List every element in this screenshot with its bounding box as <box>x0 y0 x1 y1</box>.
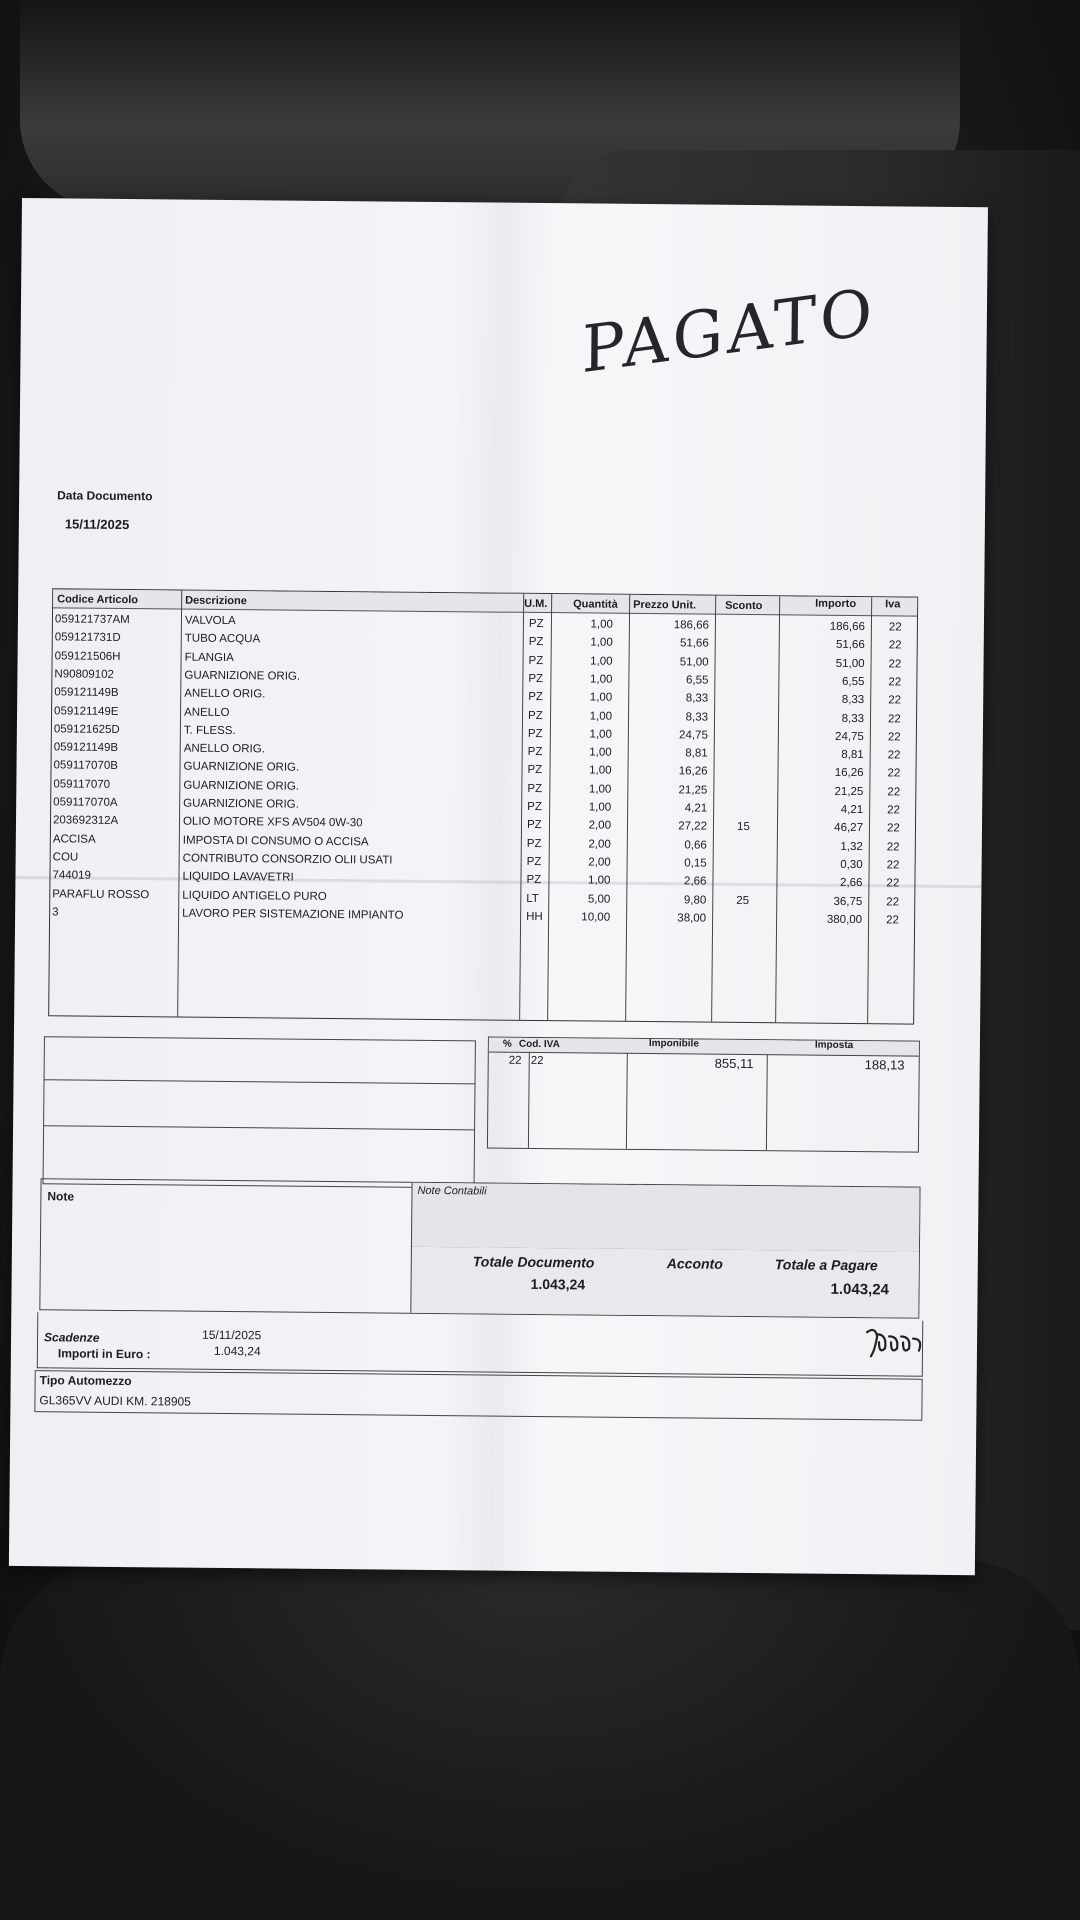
cell-code: COU <box>52 851 79 864</box>
header-um: U.M. <box>524 597 548 611</box>
cell-description: GUARNIZIONE ORIG. <box>183 760 300 775</box>
cell-description: GUARNIZIONE ORIG. <box>183 797 299 811</box>
header-unit-price: Prezzo Unit. <box>633 598 697 612</box>
cell-vat: 22 <box>886 859 900 872</box>
cell-code: 059117070A <box>53 796 118 809</box>
cell-unit-price: 51,66 <box>679 637 709 650</box>
cell-um: HH <box>526 910 543 923</box>
grid-line <box>44 1125 474 1130</box>
cell-qty: 1,00 <box>589 746 612 759</box>
cell-unit-price: 8,81 <box>685 747 708 760</box>
seat-cushion <box>0 1560 1080 1920</box>
due-date-value: 15/11/2025 <box>202 1327 262 1343</box>
vat-pct-value: 22 <box>508 1054 522 1067</box>
cell-unit-price: 38,00 <box>677 912 707 925</box>
cell-um: PZ <box>527 727 543 740</box>
cell-qty: 1,00 <box>589 691 613 704</box>
cell-description: T. FLESS. <box>183 724 236 737</box>
cell-amount: 6,55 <box>841 675 865 688</box>
cell-vat: 22 <box>886 840 900 854</box>
header-vat: Iva <box>885 598 901 611</box>
due-label: Scadenze <box>43 1330 100 1345</box>
cell-amount: 51,66 <box>835 639 865 652</box>
cell-amount: 186,66 <box>829 620 865 634</box>
cell-description: LIQUIDO LAVAVETRI <box>182 870 294 884</box>
cell-vat: 22 <box>886 822 900 835</box>
cell-code: 059121737AM <box>54 613 130 627</box>
cell-um: PZ <box>528 654 544 667</box>
handwritten-paid-mark: PAGATO <box>581 275 877 389</box>
cell-description: VALVOLA <box>184 614 236 628</box>
cell-code: 059121149B <box>53 741 119 755</box>
cell-unit-price: 186,66 <box>673 619 709 632</box>
cell-vat: 22 <box>886 895 900 908</box>
cell-amount: 36,75 <box>833 895 863 908</box>
cell-vat: 22 <box>888 639 902 652</box>
vat-code-header: Cod. IVA <box>518 1038 560 1051</box>
cell-qty: 2,00 <box>588 856 611 869</box>
deposit-label: Acconto <box>666 1255 723 1272</box>
total-document-value: 1.043,24 <box>530 1275 586 1293</box>
vat-tax-value: 188,13 <box>864 1057 905 1073</box>
cell-vat: 22 <box>888 657 902 671</box>
cell-amount: 46,27 <box>834 822 864 835</box>
cell-code: 059121506H <box>54 649 121 663</box>
cell-code: N90809102 <box>54 668 114 681</box>
cell-um: PZ <box>526 855 542 868</box>
cell-unit-price: 9,80 <box>683 893 707 907</box>
cell-amount: 2,66 <box>840 877 863 890</box>
cell-description: ANELLO <box>184 706 230 719</box>
cell-amount: 1,32 <box>840 840 863 853</box>
cell-amount: 8,81 <box>841 748 864 762</box>
cell-code: 203692312A <box>52 814 119 828</box>
cell-qty: 1,00 <box>590 618 613 631</box>
cell-code: 059121625D <box>53 723 120 736</box>
cell-description: ANELLO ORIG. <box>183 742 265 756</box>
notes-totals-section <box>39 1178 920 1318</box>
invoice-paper <box>9 198 988 1575</box>
cell-qty: 1,00 <box>589 673 613 686</box>
cell-vat: 22 <box>887 712 901 725</box>
cell-um: PZ <box>526 837 542 850</box>
cell-um: PZ <box>527 745 543 759</box>
cell-unit-price: 16,26 <box>678 765 708 778</box>
cell-description: ANELLO ORIG. <box>184 687 266 701</box>
cell-amount: 24,75 <box>835 730 864 743</box>
cell-amount: 51,00 <box>835 657 865 670</box>
cell-qty: 5,00 <box>587 892 611 906</box>
cell-vat: 22 <box>887 804 901 817</box>
cell-amount: 21,25 <box>834 785 864 798</box>
vat-pct-header: % <box>502 1038 512 1050</box>
document-date-value: 15/11/2025 <box>64 516 130 533</box>
cell-unit-price: 4,21 <box>684 802 708 815</box>
cell-discount: 15 <box>736 821 750 834</box>
cell-amount: 16,26 <box>834 767 864 780</box>
total-to-pay-label: Totale a Pagare <box>774 1256 878 1274</box>
cell-code: 059121731D <box>54 631 121 645</box>
header-discount: Sconto <box>725 599 763 613</box>
vat-code-value: 22 <box>530 1054 544 1068</box>
document-date-block <box>57 488 153 532</box>
header-code: Codice Articolo <box>57 593 139 607</box>
header-description: Descrizione <box>185 594 247 608</box>
cell-vat: 22 <box>887 786 901 799</box>
cell-um: PZ <box>528 691 543 704</box>
cell-description: OLIO MOTORE XFS AV504 0W-30 <box>182 815 363 830</box>
cell-vat: 22 <box>887 731 901 744</box>
cell-amount: 4,21 <box>840 803 864 817</box>
column-divider <box>626 1053 628 1149</box>
total-document-label: Totale Documento <box>472 1253 595 1271</box>
cell-qty: 1,00 <box>588 874 611 887</box>
cell-qty: 1,00 <box>588 801 612 814</box>
cell-description: CONTRIBUTO CONSORZIO OLII USATI <box>182 852 393 867</box>
cell-amount: 8,33 <box>841 712 865 725</box>
cell-description: GUARNIZIONE ORIG. <box>184 669 301 683</box>
cell-qty: 1,00 <box>588 783 612 796</box>
cell-code: 059117070 <box>53 778 111 791</box>
cell-um: PZ <box>527 764 543 777</box>
column-divider <box>766 1054 768 1150</box>
cell-qty: 1,00 <box>589 709 613 723</box>
cell-unit-price: 8,33 <box>685 710 709 724</box>
cell-um: PZ <box>528 672 544 685</box>
cell-discount: 25 <box>736 894 750 907</box>
cell-vat: 22 <box>887 767 901 780</box>
cell-unit-price: 51,00 <box>679 655 709 669</box>
cell-amount: 0,30 <box>840 858 863 871</box>
vehicle-value: GL365VV AUDI KM. 218905 <box>39 1393 191 1409</box>
cell-description: LAVORO PER SISTEMAZIONE IMPIANTO <box>182 907 404 922</box>
vehicle-section <box>34 1370 922 1421</box>
document-date-label: Data Documento <box>57 488 153 504</box>
footer-blank-grid <box>43 1036 476 1188</box>
accounting-notes-box <box>411 1183 920 1253</box>
cell-unit-price: 8,33 <box>685 692 709 705</box>
cell-description: TUBO ACQUA <box>184 632 261 646</box>
amounts-label: Importi in Euro : <box>57 1346 151 1362</box>
cell-vat: 22 <box>886 877 900 890</box>
cell-qty: 10,00 <box>581 911 611 924</box>
notes-label: Note <box>47 1189 75 1204</box>
cell-description: LIQUIDO ANTIGELO PURO <box>182 889 327 903</box>
due-dates-section <box>37 1312 923 1377</box>
vat-summary <box>487 1037 920 1153</box>
cell-amount: 380,00 <box>826 913 863 926</box>
cell-unit-price: 24,75 <box>679 729 708 742</box>
cell-vat: 22 <box>888 676 902 689</box>
cell-vat: 22 <box>887 749 901 762</box>
cell-code: 059117070B <box>53 759 118 773</box>
cell-um: PZ <box>526 819 542 832</box>
cell-vat: 22 <box>888 621 902 634</box>
cell-unit-price: 2,66 <box>684 875 707 888</box>
cell-code: PARAFLU ROSSO <box>52 887 150 901</box>
column-divider <box>528 1052 530 1148</box>
items-table <box>48 588 918 1024</box>
cell-code: 059121149B <box>54 686 119 700</box>
total-to-pay-value: 1.043,24 <box>830 1280 890 1299</box>
vat-taxable-value: 855,11 <box>714 1055 754 1072</box>
cell-amount: 8,33 <box>841 694 865 707</box>
cell-um: PZ <box>526 874 542 887</box>
cell-um: PZ <box>527 782 543 795</box>
cell-um: PZ <box>527 709 543 722</box>
cell-description: FLANGIA <box>184 651 234 664</box>
vehicle-label: Tipo Automezzo <box>39 1373 132 1389</box>
cell-code: 3 <box>52 906 59 919</box>
cell-vat: 22 <box>888 694 902 707</box>
cell-qty: 2,00 <box>588 819 612 832</box>
header-amount: Importo <box>815 597 857 611</box>
cell-unit-price: 27,22 <box>678 820 708 833</box>
cell-qty: 2,00 <box>588 838 611 851</box>
cell-unit-price: 0,66 <box>684 838 707 852</box>
cell-code: 059121149E <box>54 704 119 718</box>
cell-um: PZ <box>528 636 544 649</box>
cell-vat: 22 <box>886 914 899 927</box>
cell-unit-price: 6,55 <box>685 674 709 687</box>
cell-um: LT <box>526 892 539 905</box>
cell-code: 744019 <box>52 869 91 882</box>
cell-qty: 1,00 <box>590 655 613 668</box>
cell-description: GUARNIZIONE ORIG. <box>183 779 300 793</box>
accounting-notes-label: Note Contabili <box>417 1184 487 1198</box>
cell-code: ACCISA <box>52 832 96 846</box>
cell-um: PZ <box>527 800 542 814</box>
cell-qty: 1,00 <box>589 728 612 741</box>
vat-taxable-header: Imponibile <box>648 1038 699 1050</box>
due-amount-value: 1.043,24 <box>213 1343 261 1359</box>
header-qty: Quantità <box>573 598 618 611</box>
cell-qty: 1,00 <box>590 636 613 649</box>
vat-tax-header: Imposta <box>814 1039 854 1052</box>
cell-unit-price: 0,15 <box>684 857 707 870</box>
cell-um: PZ <box>528 617 544 631</box>
cell-qty: 1,00 <box>589 764 612 778</box>
cell-description: IMPOSTA DI CONSUMO O ACCISA <box>182 834 369 848</box>
handwritten-signature <box>859 1324 929 1365</box>
grid-line <box>45 1079 475 1084</box>
cell-unit-price: 21,25 <box>678 784 708 797</box>
